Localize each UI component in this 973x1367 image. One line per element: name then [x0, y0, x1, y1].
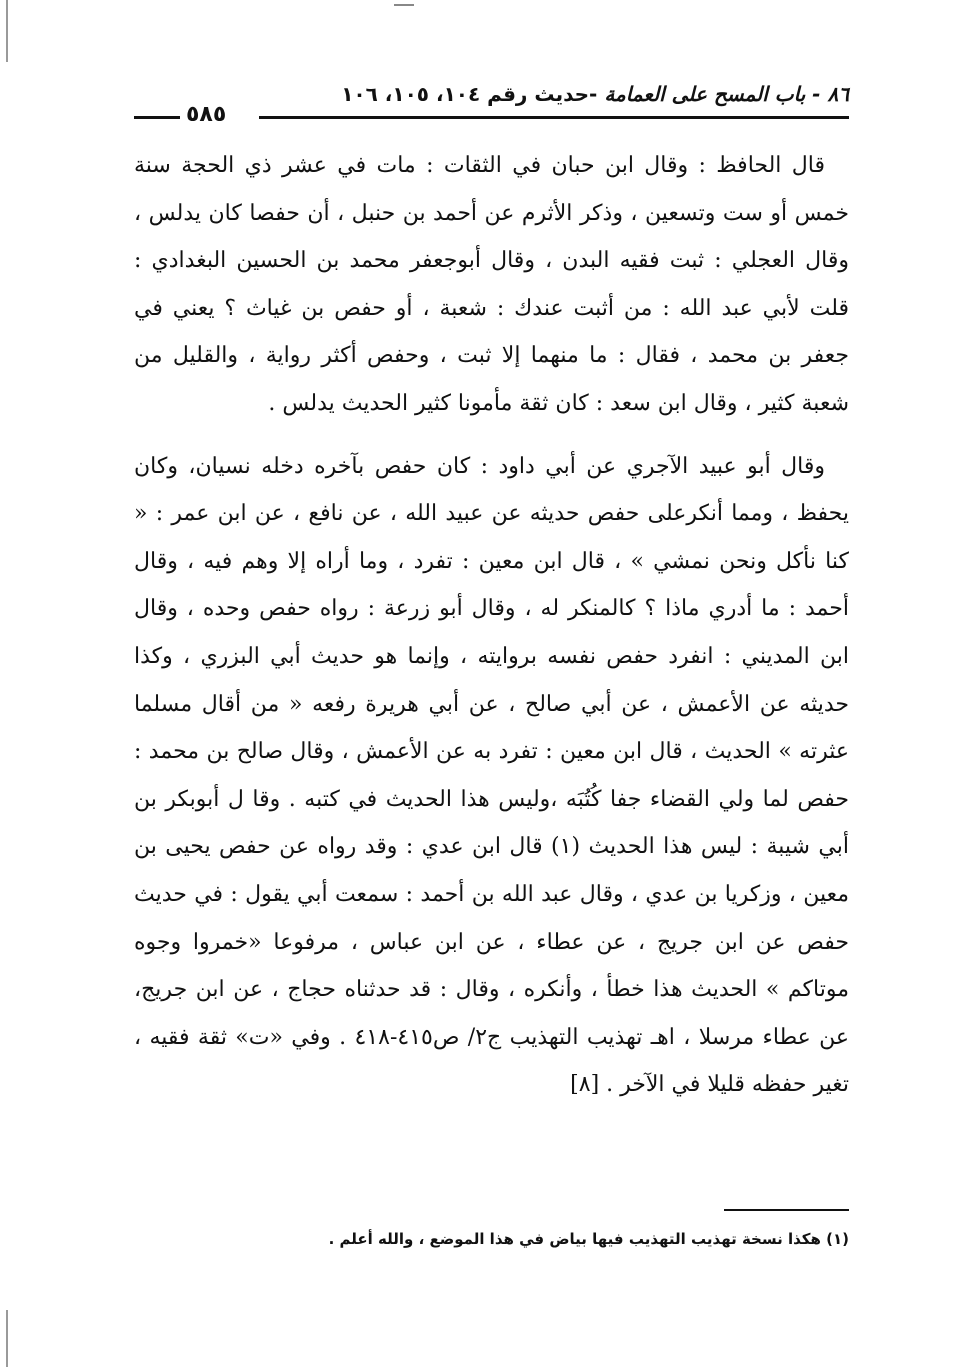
running-header — [134, 82, 849, 127]
scan-edge-bottom — [6, 1310, 8, 1367]
header-title-line — [341, 82, 849, 106]
main-text — [134, 142, 849, 1109]
scan-edge-top — [6, 0, 8, 62]
paragraph-2: وقال أبو عبيد الآجري عن أبي داود : كان حفص بآخره دخله نسيان، وكان يحفظ ، ومما أنكرعلى حفص حديثه عن عبيد الله ، عن نافع ، عن ابن عمر : « كنا نأكل ونحن نمشي » ، قال ابن معين : تفرد ، وما أراه إلا وهم فيه ، وقال أحمد : ما أدري ماذا ؟ كالمنكر له ، وقال أبو زرعة : رواه حفص وحده ، وقال ابن المديني : انفرد حفص نفسه بروايته ، وإنما هو حديث أبي البزري ، وكذا حديثه عن الأعمش ، عن أبي صالح ، عن أبي هريرة رفعه « من أقال مسلما عثرته » الحديث ، قال ابن معين : تفرد به عن الأعمش ، وقال صالح بن محمد : حفص لما ولي القضاء جفا كُتُبَه ،وليس هذا الحديث في كتبه . وقا ل أبوبكر بن أبي شيبة : ليس هذا الحديث (١) قال ابن عدي : وقد رواه عن حفص يحيى بن معين ، وزكريا بن عدي ، وقال عبد الله بن أحمد : سمعت أبي يقول : في حديث حفص عن ابن جريج ، عن عطاء ، عن ابن عباس ، مرفوعا «خمروا وجوه موتاكم » الحديث هذا خطأ ، وأنكره ، وقال : قد حدثناه حجاج ، عن ابن جريج، عن عطاء مرسلا ، اهـ تهذيب التهذيب ج٢/ ص٤١٥-٤١٨ . وفي «ت» ثقة فقيه ، تغير حفظه قليلا في الآخر . [٨] — [134, 453, 849, 1098]
chapter-title: ٨٦ - باب المسح على العمامة — [604, 82, 849, 106]
footnote: (١) هكذا نسخة تهذيب التهذيب فيها بياض في هذا الموضع ، والله أعلم . — [328, 1230, 849, 1248]
hadith-reference: -حديث رقم ١٠٤، ١٠٥، ١٠٦ — [341, 82, 598, 106]
paragraph-1: قال الحافظ : وقال ابن حبان في الثقات : مات في عشر ذي الحجة سنة خمس أو ست وتسعين ، وذكر الأثرم عن أحمد بن حنبل ، أن حفصا كان يدلس ، وقال العجلي : ثبت فقيه البدن ، وقال أبوجعفر محمد بن الحسين البغدادي : قلت لأبي عبد الله : من أثبت عندك : شعبة ، أو حفص بن غياث ؟ يعني في جعفر بن محمد ، فقال : ما منهما إلا ثبت ، وحفص أكثر رواية ، والقليل من شعبة كثير ، وقال ابن سعد : كان ثقة مأمونا كثير الحديث يدلس . — [134, 153, 849, 416]
page-number: ٥٨٥ — [186, 102, 227, 127]
scan-artifact-top — [394, 4, 414, 6]
footnote-separator — [724, 1209, 849, 1211]
header-rule-short — [134, 116, 180, 119]
header-rule — [259, 116, 849, 119]
